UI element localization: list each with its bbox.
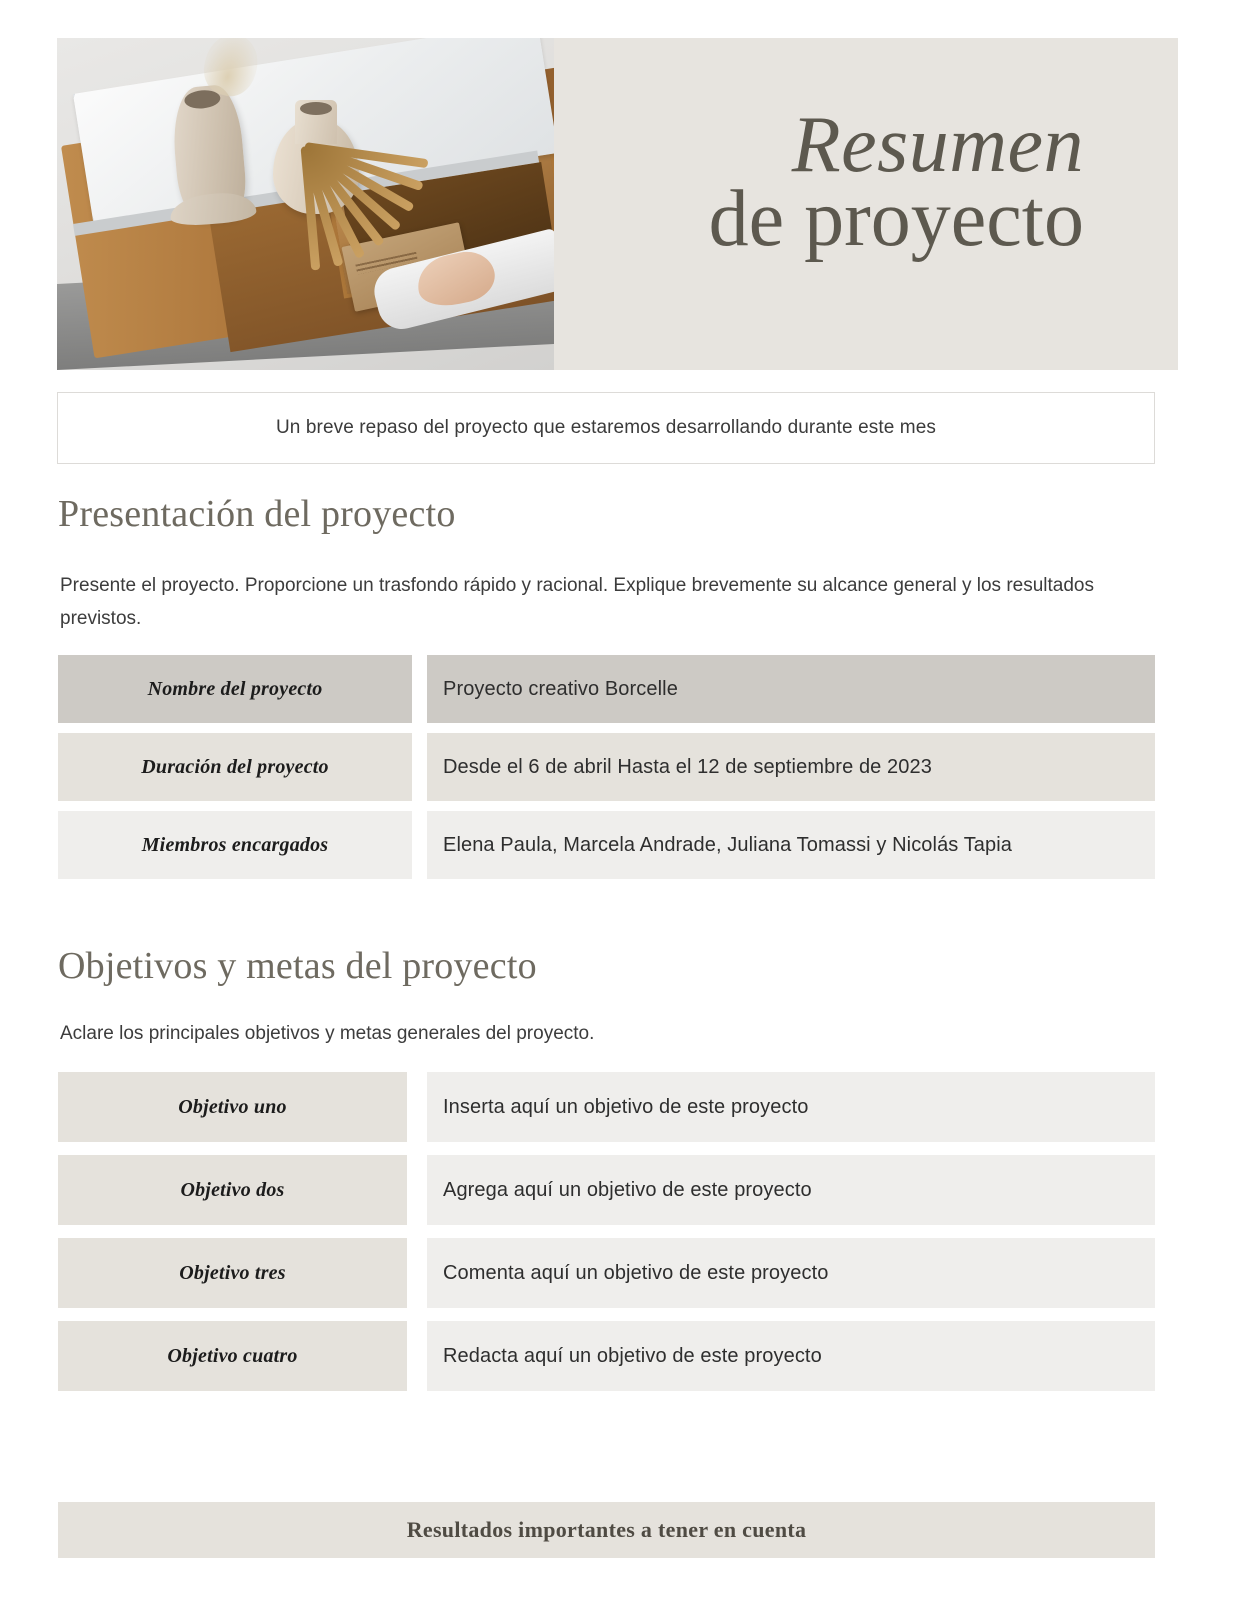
row-label: Nombre del proyecto bbox=[58, 655, 412, 723]
photo-round-vase-neck bbox=[295, 100, 337, 144]
hero-photo bbox=[57, 38, 554, 370]
table-row bbox=[58, 1072, 1155, 1142]
row-label: Miembros encargados bbox=[58, 811, 412, 879]
hero-title-line-2: de proyecto bbox=[708, 175, 1084, 264]
row-label: Objetivo uno bbox=[58, 1072, 407, 1142]
row-value[interactable]: Desde el 6 de abril Hasta el 12 de septiembre de 2023 bbox=[427, 733, 1155, 801]
row-label: Objetivo tres bbox=[58, 1238, 407, 1308]
table-row bbox=[58, 733, 1155, 801]
footer-text: Resultados importantes a tener en cuenta bbox=[406, 1517, 807, 1542]
subtitle-box bbox=[57, 392, 1155, 464]
table-objetivos bbox=[58, 1072, 1155, 1404]
hero-title-block bbox=[554, 38, 1178, 370]
table-row bbox=[58, 811, 1155, 879]
table-row bbox=[58, 1321, 1155, 1391]
row-value[interactable]: Inserta aquí un objetivo de este proyecto bbox=[427, 1072, 1155, 1142]
row-value[interactable]: Agrega aquí un objetivo de este proyecto bbox=[427, 1155, 1155, 1225]
table-row bbox=[58, 1155, 1155, 1225]
row-value[interactable]: Redacta aquí un objetivo de este proyecto bbox=[427, 1321, 1155, 1391]
section-heading-presentacion: Presentación del proyecto bbox=[58, 493, 456, 535]
section-paragraph-objetivos: Aclare los principales objetivos y metas generales del proyecto. bbox=[60, 1023, 595, 1044]
row-label: Duración del proyecto bbox=[58, 733, 412, 801]
table-presentacion bbox=[58, 655, 1155, 889]
section-heading-objetivos: Objetivos y metas del proyecto bbox=[58, 945, 537, 987]
table-row bbox=[58, 655, 1155, 723]
row-value[interactable]: Elena Paula, Marcela Andrade, Juliana Tomassi y Nicolás Tapia bbox=[427, 811, 1155, 879]
photo-palm-leaf bbox=[57, 38, 223, 174]
hero-title-line-1: Resumen bbox=[791, 100, 1084, 189]
row-value[interactable]: Proyecto creativo Borcelle bbox=[427, 655, 1155, 723]
hero-banner bbox=[57, 38, 1178, 370]
subtitle-text: Un breve repaso del proyecto que estaremos desarrollando durante este mes bbox=[275, 417, 936, 438]
table-row bbox=[58, 1238, 1155, 1308]
row-label: Objetivo cuatro bbox=[58, 1321, 407, 1391]
footer-bar bbox=[58, 1502, 1155, 1558]
row-value[interactable]: Comenta aquí un objetivo de este proyecto bbox=[427, 1238, 1155, 1308]
section-paragraph-presentacion: Presente el proyecto. Proporcione un trasfondo rápido y racional. Explique brevemente su alcance general y los resultados previstos. bbox=[60, 575, 1094, 629]
row-label: Objetivo dos bbox=[58, 1155, 407, 1225]
